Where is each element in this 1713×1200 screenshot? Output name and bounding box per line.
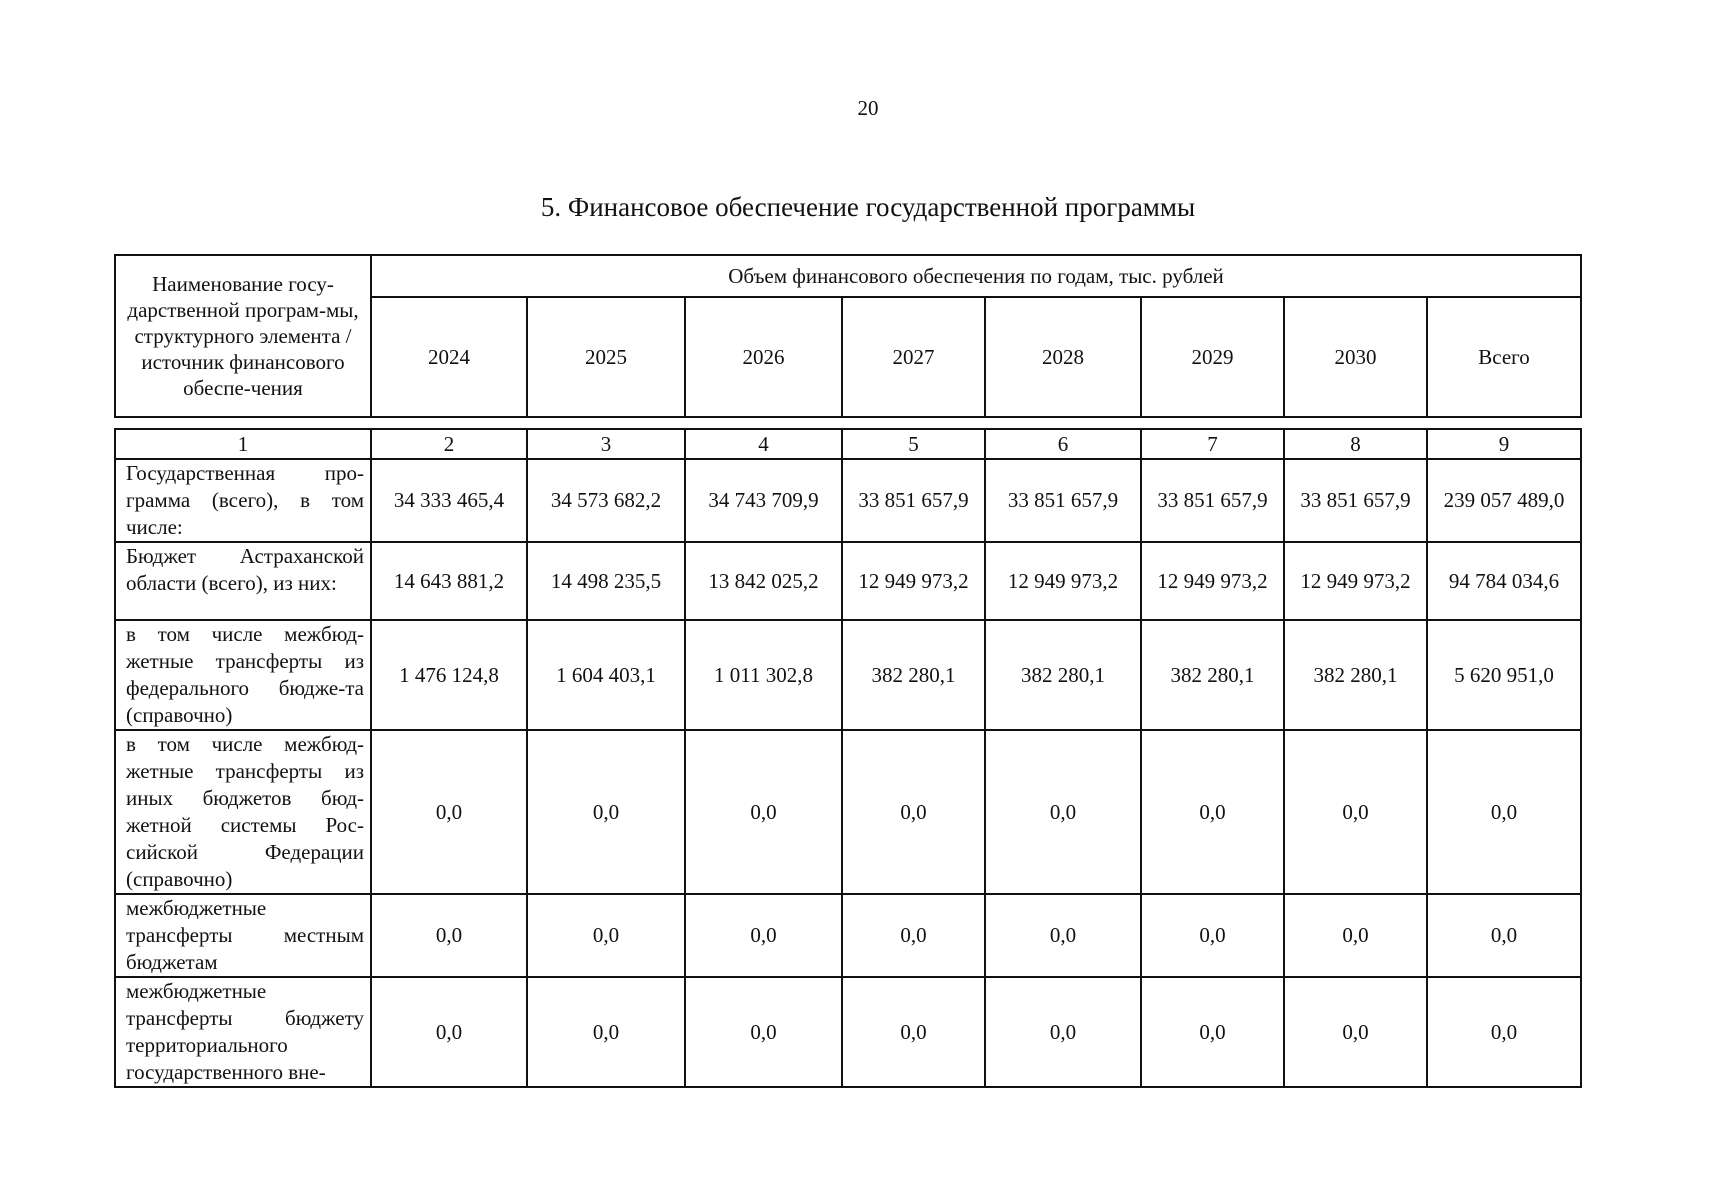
column-number: 1 <box>115 429 371 459</box>
value-cell: 0,0 <box>1141 894 1284 977</box>
value-cell: 33 851 657,9 <box>1284 459 1427 542</box>
value-cell: 1 011 302,8 <box>685 620 842 730</box>
value-cell: 12 949 973,2 <box>1141 542 1284 620</box>
value-cell: 0,0 <box>685 894 842 977</box>
value-cell: 0,0 <box>685 730 842 894</box>
row-label: в том числе межбюд-жетные трансферты из федерального бюдже-та (справочно) <box>115 620 371 730</box>
column-numbers-row <box>115 429 1581 459</box>
year-header-2029: 2029 <box>1141 297 1284 417</box>
value-cell: 33 851 657,9 <box>1141 459 1284 542</box>
row-label: в том числе межбюд-жетные трансферты из иных бюджетов бюд-жетной системы Рос-сийской Федерации (справочно) <box>115 730 371 894</box>
value-cell: 239 057 489,0 <box>1427 459 1581 542</box>
value-cell: 0,0 <box>1284 730 1427 894</box>
column-number: 9 <box>1427 429 1581 459</box>
value-cell: 0,0 <box>842 730 985 894</box>
value-cell: 0,0 <box>371 977 527 1087</box>
value-cell: 0,0 <box>985 894 1141 977</box>
value-cell: 0,0 <box>371 894 527 977</box>
value-cell: 14 498 235,5 <box>527 542 685 620</box>
column-number: 4 <box>685 429 842 459</box>
column-number: 6 <box>985 429 1141 459</box>
value-cell: 0,0 <box>1141 977 1284 1087</box>
value-cell: 0,0 <box>1427 977 1581 1087</box>
value-cell: 33 851 657,9 <box>842 459 985 542</box>
column-number: 7 <box>1141 429 1284 459</box>
year-header-2025: 2025 <box>527 297 685 417</box>
page-number: 20 <box>857 96 879 120</box>
value-cell: 382 280,1 <box>1141 620 1284 730</box>
value-cell: 0,0 <box>985 977 1141 1087</box>
value-cell: 0,0 <box>371 730 527 894</box>
value-cell: 0,0 <box>527 894 685 977</box>
value-cell: 34 333 465,4 <box>371 459 527 542</box>
section-title: 5. Финансовое обеспечение государственной программы <box>540 192 1196 222</box>
funding-volume-header: Объем финансового обеспечения по годам, тыс. рублей <box>371 255 1581 297</box>
year-header-2030: 2030 <box>1284 297 1427 417</box>
column-number: 8 <box>1284 429 1427 459</box>
table-row <box>115 894 1581 977</box>
column-number: 5 <box>842 429 985 459</box>
table-row <box>115 977 1581 1087</box>
value-cell: 14 643 881,2 <box>371 542 527 620</box>
value-cell: 12 949 973,2 <box>1284 542 1427 620</box>
value-cell: 0,0 <box>842 977 985 1087</box>
value-cell: 94 784 034,6 <box>1427 542 1581 620</box>
year-header-2028: 2028 <box>985 297 1141 417</box>
value-cell: 0,0 <box>1141 730 1284 894</box>
year-header-2026: 2026 <box>685 297 842 417</box>
year-header-2027: 2027 <box>842 297 985 417</box>
table-row <box>115 620 1581 730</box>
value-cell: 5 620 951,0 <box>1427 620 1581 730</box>
value-cell: 1 604 403,1 <box>527 620 685 730</box>
value-cell: 34 573 682,2 <box>527 459 685 542</box>
row-label: Бюджет Астраханской области (всего), из них: <box>115 542 371 620</box>
value-cell: 382 280,1 <box>842 620 985 730</box>
value-cell: 13 842 025,2 <box>685 542 842 620</box>
table-row <box>115 730 1581 894</box>
value-cell: 0,0 <box>685 977 842 1087</box>
row-label: Государственная про-грамма (всего), в том числе: <box>115 459 371 542</box>
name-column-header: Наименование госу-дарственной програм-мы, структурного элемента / источник финансового обеспе-чения <box>115 255 371 417</box>
row-label: межбюджетные трансферты бюджету территориального государственного вне- <box>115 977 371 1087</box>
value-cell: 12 949 973,2 <box>985 542 1141 620</box>
funding-table-header <box>114 254 1582 418</box>
table-row <box>115 542 1581 620</box>
value-cell: 34 743 709,9 <box>685 459 842 542</box>
table-row <box>115 459 1581 542</box>
value-cell: 0,0 <box>1427 894 1581 977</box>
value-cell: 0,0 <box>1284 977 1427 1087</box>
value-cell: 382 280,1 <box>985 620 1141 730</box>
year-header-2024: 2024 <box>371 297 527 417</box>
value-cell: 0,0 <box>1427 730 1581 894</box>
row-label: межбюджетные трансферты местным бюджетам <box>115 894 371 977</box>
column-number: 2 <box>371 429 527 459</box>
funding-table <box>114 428 1582 1088</box>
value-cell: 0,0 <box>842 894 985 977</box>
value-cell: 12 949 973,2 <box>842 542 985 620</box>
column-number: 3 <box>527 429 685 459</box>
value-cell: 0,0 <box>985 730 1141 894</box>
value-cell: 0,0 <box>527 977 685 1087</box>
value-cell: 33 851 657,9 <box>985 459 1141 542</box>
year-header-total: Всего <box>1427 297 1581 417</box>
value-cell: 1 476 124,8 <box>371 620 527 730</box>
value-cell: 0,0 <box>1284 894 1427 977</box>
value-cell: 382 280,1 <box>1284 620 1427 730</box>
value-cell: 0,0 <box>527 730 685 894</box>
